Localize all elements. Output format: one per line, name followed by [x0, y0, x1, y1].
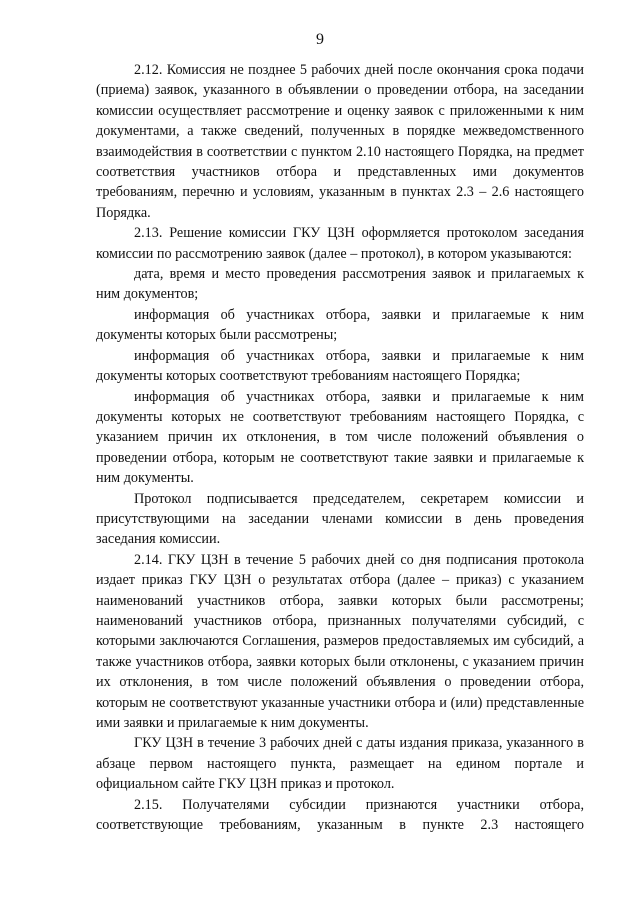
list-item-reviewed-applications: информация об участниках отбора, заявки и прилагаемые к ним документы которых были рассмотрены;: [96, 306, 584, 344]
list-item-rejected-applications: информация об участниках отбора, заявки и прилагаемые к ним документы которых не соответствуют требованиям настоящего Порядка, с указанием причин их отклонения, в том числе положений объявления о проведении отбора, которым не соответствуют такие заявки и прилагаемые к ним документы.: [96, 388, 584, 487]
page-number: 9: [316, 31, 324, 48]
paragraph-protocol-signing: Протокол подписывается председателем, секретарем комиссии и присутствующими на заседании членами комиссии в день проведения заседания комиссии.: [96, 490, 584, 548]
paragraph-2-12: 2.12. Комиссия не позднее 5 рабочих дней после окончания срока подачи (приема) заявок, указанного в объявлении о проведении отбора, на заседании комиссии осуществляет рассмотрение и оценку заявок с приложенными к ним документами, а также сведений, полученных в порядке межведомственного взаимодействия в соответствии с пунктом 2.10 настоящего Порядка, на предмет соответствия участников отбора и представленных ими документов требованиям, перечню и условиям, указанным в пунктах 2.3 – 2.6 настоящего Порядка.: [96, 62, 584, 221]
paragraph-2-14: 2.14. ГКУ ЦЗН в течение 5 рабочих дней со дня подписания протокола издает приказ ГКУ ЦЗН о результатах отбора (далее – приказ) с указанием наименований участников отбора, заявки которых были рассмотрены; наименований участников отбора, признанных получателями субсидий, с которыми заключаются Соглашения, размеров предоставляемых им субсидий, а также участников отбора, заявки которых были отклонены, с указанием причин их отклонения, в том числе положений объявления о проведении отбора, которым не соответствуют указанные участники отбора и (или) представленные ими заявки и прилагаемые к ним документы.: [96, 551, 584, 731]
paragraph-publication: ГКУ ЦЗН в течение 3 рабочих дней с даты издания приказа, указанного в абзаце первом настоящего пункта, размещает на едином портале и официальном сайте ГКУ ЦЗН приказ и протокол.: [96, 735, 584, 793]
paragraph-2-13: 2.13. Решение комиссии ГКУ ЦЗН оформляется протоколом заседания комиссии по рассмотрению заявок (далее – протокол), в котором указываются:: [96, 225, 584, 262]
paragraph-2-15: 2.15. Получателями субсидии признаются участники отбора, соответствующие требованиям, указанным в пункте 2.3 настоящего: [96, 796, 584, 834]
document-body: [96, 60, 584, 835]
list-item-date-time-place: дата, время и место проведения рассмотрения заявок и прилагаемых к ним документов;: [96, 266, 584, 303]
list-item-compliant-applications: информация об участниках отбора, заявки и прилагаемые к ним документы которых соответствуют требованиям настоящего Порядка;: [96, 347, 584, 385]
